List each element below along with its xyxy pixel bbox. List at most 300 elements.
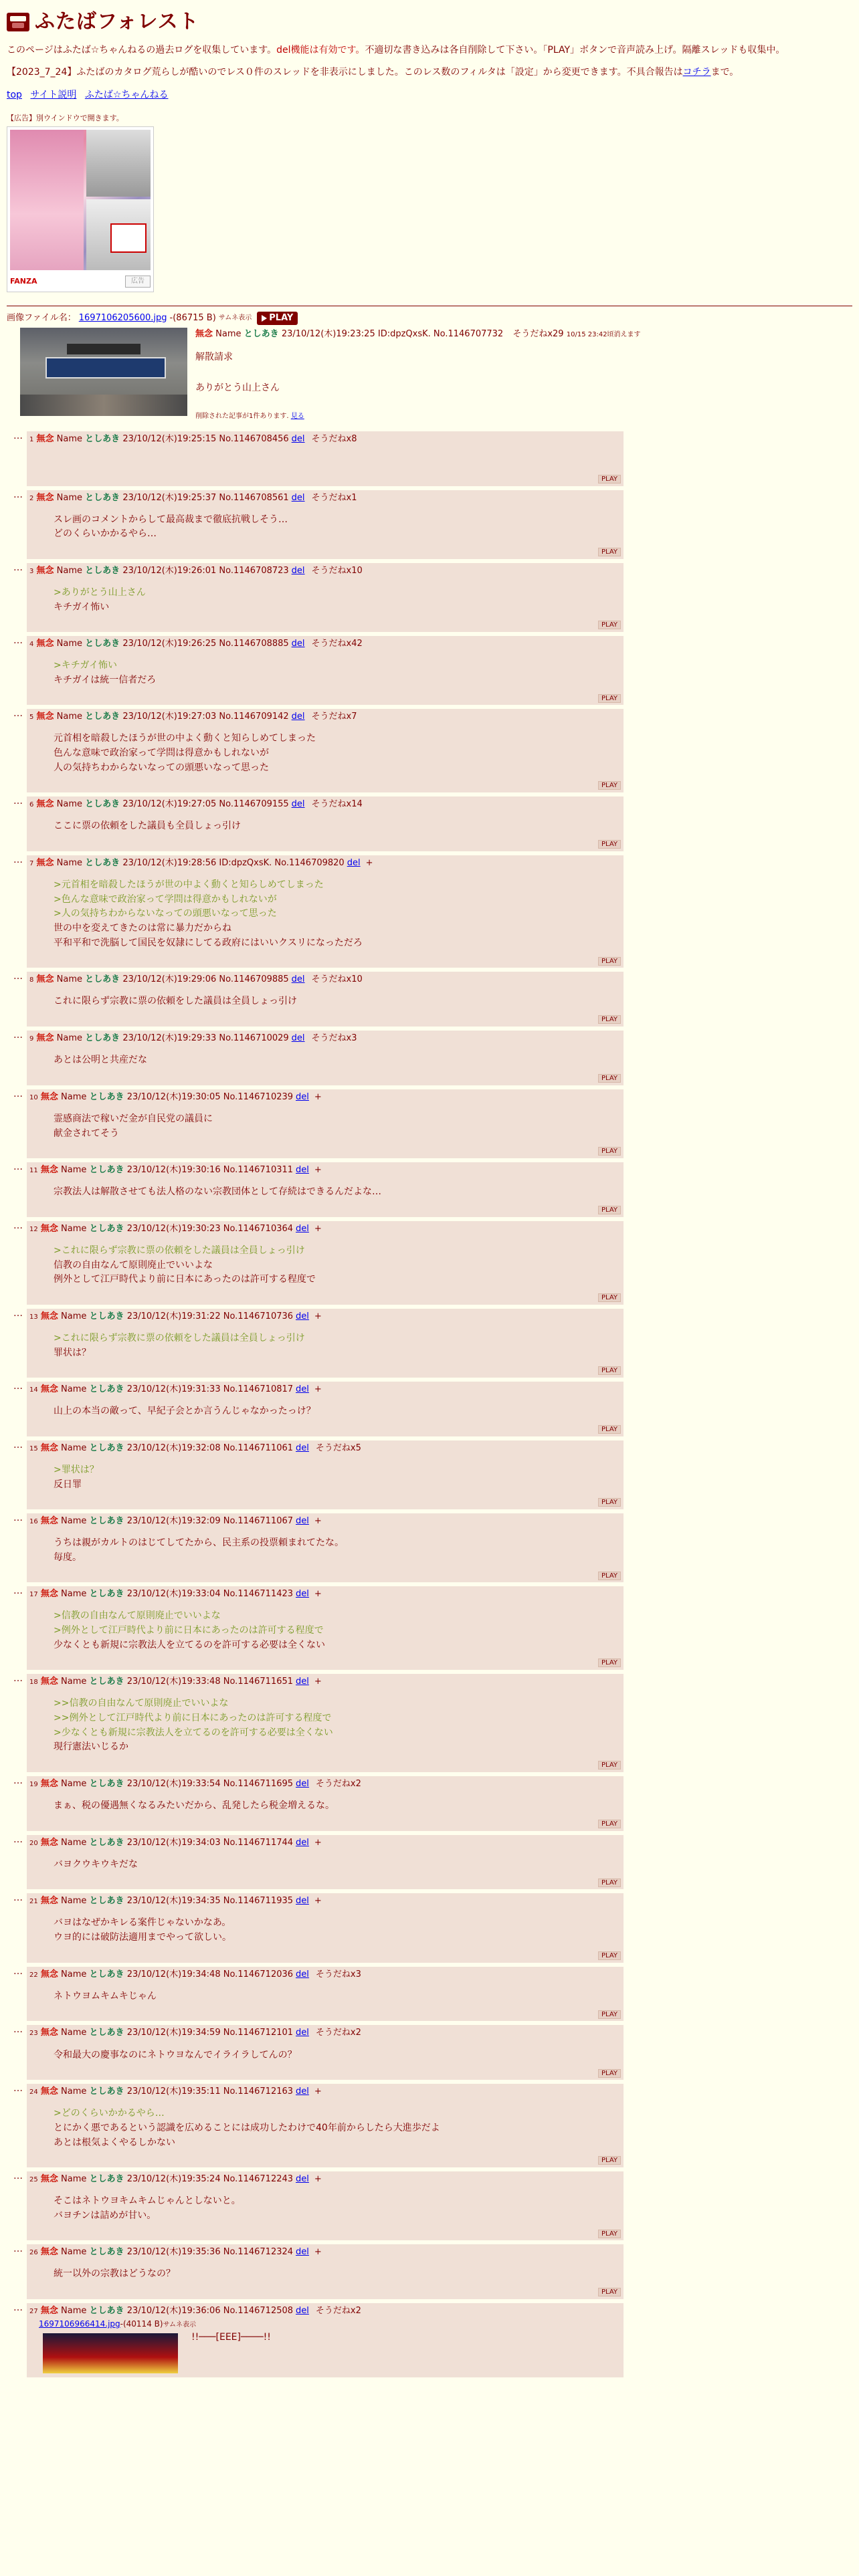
quote-line: >色んな意味で政治家って学問は得意かもしれないが: [54, 893, 277, 905]
reply-meta: 23/10/12(木)19:25:15 No.1146708456: [122, 433, 289, 444]
play-button[interactable]: PLAY: [598, 2010, 621, 2019]
reply-body: [29, 651, 621, 690]
reply-post: [27, 709, 624, 792]
text-line: !!───[EEE]────!!: [191, 2331, 271, 2343]
reply-menu-icon[interactable]: …: [13, 1380, 23, 1392]
reply-body: [29, 2099, 621, 2153]
poster-name: としあき: [85, 974, 120, 985]
reply-number: 19: [29, 1780, 38, 1788]
reply-file-line: [29, 2318, 621, 2331]
play-button[interactable]: PLAY: [598, 1658, 621, 1667]
text-line: とにかく悪であるという認識を広めることには成功したわけで40年前からしたら大進歩だよ: [54, 2123, 440, 2134]
play-row: [29, 2284, 621, 2299]
play-button[interactable]: PLAY: [598, 1951, 621, 1960]
sodane-button[interactable]: そうだねx2: [315, 2306, 361, 2317]
del-button[interactable]: del: [296, 2306, 309, 2317]
op-line: ありがとう山上さん: [195, 382, 280, 393]
text-line: バヨはなぜかキレる案件じゃないかなあ。: [54, 1917, 231, 1929]
poster-name: としあき: [85, 639, 120, 649]
sodane-button[interactable]: そうだねx2: [315, 2028, 361, 2038]
reply-body: [29, 986, 621, 1012]
sodane-plus-button[interactable]: +: [314, 1384, 322, 1394]
reply-body: [29, 1689, 621, 1757]
del-button[interactable]: del: [296, 1969, 309, 1979]
play-button[interactable]: PLAY: [598, 694, 621, 703]
reply-menu-icon[interactable]: …: [13, 430, 23, 441]
name-label: Name: [61, 2174, 87, 2185]
subject: 無念: [40, 1384, 58, 1394]
nav-futaba-link[interactable]: ふたば☆ちゃんねる: [84, 89, 169, 100]
del-button[interactable]: del: [296, 1165, 309, 1176]
play-button[interactable]: PLAY: [598, 1572, 621, 1580]
reply-header: [29, 1586, 621, 1601]
op-line: 解散請求: [195, 351, 233, 362]
sodane-button[interactable]: そうだねx1: [311, 492, 357, 503]
op-post: [7, 328, 852, 422]
del-button[interactable]: del: [296, 1223, 309, 1234]
reply-number: 25: [29, 2176, 38, 2184]
text-line: 少なくとも新規に宗教法人を立てるのを許可する必要は全くない: [54, 1639, 325, 1650]
text-line: 霊感商法で稼いだ金が自民党の議員に: [54, 1113, 213, 1124]
play-row: [29, 1144, 621, 1158]
text-line: うちは親がカルトのはじてしてたから、民主系の投票頼まれてたな。: [54, 1537, 344, 1549]
play-button[interactable]: PLAY: [598, 1425, 621, 1434]
play-row: [29, 1071, 621, 1085]
reply-row: [13, 2244, 852, 2299]
reply-number: 10: [29, 1093, 38, 1101]
play-button[interactable]: PLAY: [598, 2156, 621, 2165]
ad-button[interactable]: 広告: [125, 276, 151, 288]
poster-name: としあき: [85, 712, 120, 722]
del-button[interactable]: del: [296, 2028, 309, 2038]
text-line: [54, 454, 621, 469]
op-message: [195, 350, 641, 395]
sodane-button[interactable]: そうだねx10: [311, 974, 363, 985]
reply-meta: 23/10/12(木)19:28:56 ID:dpzQxsK. No.1146709820: [122, 857, 345, 868]
poster-name: としあき: [89, 1442, 124, 1453]
reply-row: [13, 636, 852, 705]
reply-post: [27, 796, 624, 851]
reply-row: [13, 2171, 852, 2240]
play-row: [29, 2066, 621, 2080]
play-button[interactable]: PLAY: [598, 2288, 621, 2296]
text-line: ネトウヨムキムキじゃん: [54, 1990, 157, 2002]
reply-post: [27, 1893, 624, 1962]
play-button[interactable]: PLAY: [598, 621, 621, 629]
reply-body: [29, 1045, 621, 1071]
del-button[interactable]: del: [291, 433, 305, 444]
name-label: Name: [61, 2028, 87, 2038]
text-line: これに限らず宗教に票の依頼をした議員は全員しょっ引け: [54, 996, 297, 1007]
reply-body: [29, 2040, 621, 2066]
reply-meta: 23/10/12(木)19:30:23 No.1146710364: [126, 1223, 294, 1234]
reply-menu-icon[interactable]: …: [13, 1893, 23, 1904]
text-line: 信教の自由なんて原則廃止でいいよな: [54, 1259, 213, 1271]
name-label: Name: [61, 2247, 87, 2258]
reply-header: [29, 1513, 621, 1528]
sodane-button[interactable]: そうだねx2: [315, 1778, 361, 1789]
reply-menu-icon[interactable]: …: [13, 796, 23, 807]
reply-menu-icon[interactable]: …: [13, 2302, 23, 2314]
subject: 無念: [36, 799, 54, 810]
reply-menu-icon[interactable]: …: [13, 1088, 23, 1099]
reply-body: [29, 578, 621, 617]
play-button[interactable]: PLAY: [598, 1761, 621, 1769]
del-button[interactable]: del: [296, 1677, 309, 1687]
reply-image[interactable]: [43, 2333, 178, 2373]
play-button[interactable]: PLAY: [598, 957, 621, 966]
op-file-link[interactable]: 1697106205600.jpg: [78, 312, 167, 323]
poster-name: としあき: [85, 857, 120, 868]
name-label: Name: [56, 857, 83, 868]
reply-header: [29, 1967, 621, 1981]
poster-name: としあき: [89, 2174, 124, 2185]
reply-menu-icon[interactable]: …: [13, 1586, 23, 1597]
reply-meta: 23/10/12(木)19:35:36 No.1146712324: [126, 2247, 294, 2258]
text-line: 山上の本当の敵って、早紀子会とか言うんじゃなかったっけ？: [54, 1406, 316, 1417]
reply-header: [29, 2303, 621, 2318]
reply-body: [29, 1791, 621, 1816]
poster-name: としあき: [89, 1311, 124, 1321]
del-button[interactable]: del: [291, 1033, 305, 1044]
name-label: Name: [61, 1223, 87, 1234]
del-button[interactable]: del: [291, 492, 305, 503]
file-label: 画像ファイル名：: [7, 312, 76, 323]
reply-menu-icon[interactable]: …: [13, 562, 23, 573]
play-button[interactable]: PLAY: [598, 840, 621, 849]
text-line: バヨチンは詰めが甘い。: [54, 2210, 157, 2221]
reply-menu-icon[interactable]: …: [13, 635, 23, 646]
reply-post: [27, 2303, 624, 2377]
sodane-plus-button[interactable]: +: [365, 857, 373, 868]
reply-number: 4: [29, 641, 34, 648]
reply-post: [27, 2171, 624, 2240]
text-line: ウヨ的には破防法適用までやって欲しい。: [54, 1932, 231, 1943]
reply-number: 5: [29, 714, 34, 722]
reply-post: [27, 2244, 624, 2299]
report-link[interactable]: コチラ: [682, 67, 711, 78]
del-button[interactable]: del: [296, 2174, 309, 2185]
sodane-plus-button[interactable]: +: [314, 1677, 322, 1687]
name-label: Name: [61, 1677, 87, 1687]
reply-menu-icon[interactable]: …: [13, 1965, 23, 1977]
reply-header: [29, 2084, 621, 2099]
poster-name: としあき: [85, 799, 120, 810]
play-row: [29, 2153, 621, 2167]
quote-line: >信教の自由なんて原則廃止でいいよな: [54, 1610, 221, 1622]
name-label: Name: [61, 1837, 87, 1848]
subject: 無念: [40, 1837, 58, 1848]
del-button[interactable]: del: [291, 565, 305, 576]
quote-line: >罪状は？: [54, 1464, 99, 1475]
reply-menu-icon[interactable]: …: [13, 2083, 23, 2095]
play-button[interactable]: PLAY: [598, 1015, 621, 1024]
reply-number: 23: [29, 2030, 38, 2038]
op-image[interactable]: [20, 328, 187, 416]
text-line: 献金されてそう: [54, 1128, 119, 1139]
reply-meta: 23/10/12(木)19:36:06 No.1146712508: [126, 2306, 294, 2317]
reply-body: [29, 1396, 621, 1422]
reply-body: [29, 870, 621, 953]
del-button[interactable]: del: [291, 799, 305, 810]
sodane-plus-button[interactable]: +: [314, 1896, 322, 1907]
reply-row: [13, 1221, 852, 1305]
subject: 無念: [36, 974, 54, 985]
reply-menu-icon[interactable]: …: [13, 1673, 23, 1685]
play-row: [29, 2007, 621, 2022]
sodane-button[interactable]: そうだねx7: [311, 712, 357, 722]
name-label: Name: [61, 1091, 87, 1102]
reply-post: [27, 1382, 624, 1436]
subject: 無念: [36, 857, 54, 868]
text-line: 色んな意味で政治家って学問は得意かもしれないが: [54, 748, 269, 759]
reply-post: [27, 1513, 624, 1582]
play-row: [29, 1495, 621, 1509]
sodane-plus-button[interactable]: +: [314, 2086, 322, 2097]
reply-post: [27, 1776, 624, 1831]
poster-name: としあき: [89, 1969, 124, 1979]
play-row: [29, 1655, 621, 1670]
reply-number: 17: [29, 1591, 38, 1599]
reply-menu-icon[interactable]: …: [13, 2244, 23, 2255]
name-label: Name: [61, 1165, 87, 1176]
del-button[interactable]: del: [296, 1837, 309, 1848]
reply-meta: 23/10/12(木)19:33:54 No.1146711695: [126, 1778, 294, 1789]
play-button[interactable]: PLAY: [598, 1074, 621, 1083]
play-row: [29, 691, 621, 706]
intro-text-2: 不適切な書き込みは各自削除して下さい。「PLAY」ボタンで音声読み上げ。隔離スレッドも収集中。: [365, 44, 785, 56]
sodane-plus-button[interactable]: +: [314, 2174, 322, 2185]
reply-header: [29, 431, 621, 446]
thumb-note: サムネ表示: [218, 314, 252, 322]
del-button[interactable]: del: [296, 1778, 309, 1789]
reply-row: [13, 1440, 852, 1509]
play-button[interactable]: PLAY: [598, 1366, 621, 1375]
play-button[interactable]: PLAY: [598, 1498, 621, 1507]
name-label: Name: [61, 1442, 87, 1453]
reply-meta: 23/10/12(木)19:29:33 No.1146710029: [122, 1033, 289, 1044]
reply-number: 18: [29, 1679, 38, 1687]
quote-line: >どのくらいかかるやら…: [54, 2108, 165, 2119]
reply-number: 16: [29, 1518, 38, 1525]
del-button[interactable]: del: [296, 1384, 309, 1394]
reply-menu-icon[interactable]: …: [13, 1834, 23, 1845]
reply-body: [29, 1850, 621, 1875]
op-header: [195, 328, 641, 341]
reply-number: 3: [29, 567, 34, 575]
text-line: 人の気持ちわからないなっての頭悪いなって思った: [54, 762, 269, 773]
poster-name: としあき: [89, 1778, 124, 1789]
del-button[interactable]: del: [296, 1442, 309, 1453]
sodane-button[interactable]: そうだねx14: [311, 799, 363, 810]
del-button[interactable]: del: [296, 1516, 309, 1526]
reply-header: [29, 490, 621, 505]
reply-number: 6: [29, 801, 34, 809]
reply-menu-icon[interactable]: …: [13, 1307, 23, 1319]
reply-menu-icon[interactable]: …: [13, 708, 23, 720]
play-row: [29, 1290, 621, 1305]
play-row: [29, 778, 621, 792]
del-button[interactable]: del: [296, 1896, 309, 1907]
sodane-plus-button[interactable]: +: [314, 1091, 322, 1102]
reply-menu-icon[interactable]: …: [13, 971, 23, 982]
intro-paragraph-2: [7, 66, 852, 80]
reply-body: [29, 724, 621, 778]
sodane-button[interactable]: そうだねx3: [311, 1033, 357, 1044]
del-button[interactable]: del: [291, 639, 305, 649]
del-button[interactable]: del: [296, 2247, 309, 2258]
text-line: 平和平和で洗脳して国民を奴隷にしてる政府にはいいクスリになっただろ: [54, 937, 363, 948]
play-button[interactable]: PLAY: [598, 781, 621, 790]
name-label: Name: [61, 1969, 87, 1979]
reply-meta: 23/10/12(木)19:31:22 No.1146710736: [126, 1311, 294, 1321]
reply-menu-icon[interactable]: …: [13, 1162, 23, 1173]
reply-menu-icon[interactable]: …: [13, 2024, 23, 2036]
sodane-button[interactable]: そうだねx3: [315, 1969, 361, 1979]
reply-menu-icon[interactable]: …: [13, 1775, 23, 1786]
poster-name: としあき: [89, 1223, 124, 1234]
reply-number: 21: [29, 1898, 38, 1906]
subject: 無念: [40, 1896, 58, 1907]
ad-banner[interactable]: [7, 126, 154, 292]
poster-name: としあき: [89, 1677, 124, 1687]
reply-menu-icon[interactable]: …: [13, 1439, 23, 1451]
sodane-plus-button[interactable]: +: [314, 1589, 322, 1600]
play-button[interactable]: PLAY: [598, 548, 621, 556]
play-button[interactable]: PLAY: [598, 2069, 621, 2078]
poster-name: としあき: [89, 2086, 124, 2097]
play-button[interactable]: PLAY: [598, 1206, 621, 1214]
reply-post: [27, 563, 624, 632]
sodane-plus-button[interactable]: +: [314, 1165, 322, 1176]
reply-body: [29, 1323, 621, 1363]
reply-menu-icon[interactable]: …: [13, 854, 23, 865]
reply-menu-icon[interactable]: …: [13, 2171, 23, 2182]
reply-number: 9: [29, 1035, 34, 1043]
sodane-button[interactable]: そうだねx8: [311, 433, 357, 444]
sodane-button[interactable]: そうだねx10: [311, 565, 363, 576]
sodane-plus-button[interactable]: +: [314, 1837, 322, 1848]
nav-top-link[interactable]: top: [7, 89, 22, 100]
reply-menu-icon[interactable]: …: [13, 1513, 23, 1523]
intro-text: このページはふたば☆ちゃんねるの過去ログを収集しています。: [7, 44, 277, 56]
reply-row: [13, 2025, 852, 2080]
play-row: [29, 2226, 621, 2241]
reply-row: [13, 431, 852, 486]
name-label: Name: [56, 639, 83, 649]
show-deleted-link[interactable]: 見る: [290, 413, 304, 421]
del-button[interactable]: del: [296, 2086, 309, 2097]
quote-line: >>例外として江戸時代より前に日本にあったのは許可する程度で: [54, 1712, 332, 1723]
reply-menu-icon[interactable]: …: [13, 489, 23, 500]
sodane-button[interactable]: そうだねx5: [315, 1442, 361, 1453]
play-button[interactable]: PLAY: [598, 2230, 621, 2238]
sodane-button[interactable]: そうだねx42: [311, 639, 363, 649]
ad-image[interactable]: [10, 130, 151, 270]
reply-meta: 23/10/12(木)19:33:04 No.1146711423: [126, 1589, 294, 1600]
file-size: -(40114 B): [120, 2319, 163, 2329]
del-button[interactable]: del: [296, 1311, 309, 1321]
deleted-note: [195, 411, 641, 422]
reply-body: [29, 2186, 621, 2226]
reply-post: [27, 431, 624, 486]
reply-file-link[interactable]: 1697106966414.jpg: [39, 2319, 120, 2329]
reply-body: [29, 1455, 621, 1495]
sodane-plus-button[interactable]: +: [314, 2247, 322, 2258]
play-button[interactable]: PLAY: [598, 1293, 621, 1302]
reply-row: [13, 1893, 852, 1962]
nav-guide-link[interactable]: サイト説明: [30, 89, 77, 100]
reply-number: 13: [29, 1313, 38, 1321]
reply-menu-icon[interactable]: …: [13, 1030, 23, 1041]
reply-body: [29, 1177, 621, 1202]
play-button[interactable]: PLAY: [598, 1820, 621, 1828]
play-button[interactable]: PLAY: [598, 1879, 621, 1887]
del-button[interactable]: del: [291, 974, 305, 985]
reply-meta: 23/10/12(木)19:33:48 No.1146711651: [126, 1677, 294, 1687]
reply-body: [29, 446, 621, 471]
reply-number: 7: [29, 859, 34, 867]
subject: 無念: [40, 1165, 58, 1176]
reply-header: [29, 1031, 621, 1045]
reply-meta: 23/10/12(木)19:35:24 No.1146712243: [126, 2174, 294, 2185]
reply-header: [29, 2025, 621, 2040]
del-button[interactable]: del: [296, 1589, 309, 1600]
sodane-button[interactable]: そうだねx29: [512, 328, 564, 339]
sodane-plus-button[interactable]: +: [314, 1516, 322, 1526]
name-label: Name: [56, 799, 83, 810]
sodane-plus-button[interactable]: +: [314, 1311, 322, 1321]
play-button[interactable]: [257, 312, 298, 325]
text-line: そこはネトウヨキムキムじゃんとしないと。: [54, 2195, 241, 2207]
name-label: Name: [56, 492, 83, 503]
poster-name: としあき: [89, 2247, 124, 2258]
reply-row: [13, 709, 852, 792]
reply-number: 8: [29, 976, 34, 984]
reply-meta: 23/10/12(木)19:29:06 No.1146709885: [122, 974, 289, 985]
text-line: 令和最大の慶事なのにネトウヨなんでイライラしてんの？: [54, 2049, 297, 2060]
play-label: PLAY: [269, 312, 294, 323]
reply-post: [27, 1835, 624, 1890]
del-button[interactable]: del: [296, 1091, 309, 1102]
name-label: Name: [56, 1033, 83, 1044]
reply-body: [29, 1236, 621, 1290]
play-button[interactable]: PLAY: [598, 475, 621, 484]
del-button[interactable]: del: [291, 712, 305, 722]
reply-number: 14: [29, 1386, 38, 1394]
reply-menu-icon[interactable]: …: [13, 1220, 23, 1231]
name-label: Name: [61, 1589, 87, 1600]
deleted-note-text: 削除された記事が1件あります.: [195, 413, 289, 421]
reply-body: [29, 2259, 621, 2284]
subject: 無念: [40, 1223, 58, 1234]
reply-number: 1: [29, 435, 34, 443]
subject: 無念: [36, 492, 54, 503]
reply-body: [29, 505, 621, 544]
play-button[interactable]: PLAY: [598, 1147, 621, 1156]
name-label: Name: [56, 433, 83, 444]
reply-meta: 23/10/12(木)19:34:48 No.1146712036: [126, 1969, 294, 1979]
text-line: どのくらいかかるやら…: [54, 528, 157, 540]
del-button[interactable]: del: [347, 857, 361, 868]
intro-notice-end: まで。: [710, 67, 739, 78]
play-row: [29, 1202, 621, 1217]
reply-meta: 23/10/12(木)19:34:35 No.1146711935: [126, 1896, 294, 1907]
sodane-plus-button[interactable]: +: [314, 1223, 322, 1234]
text-line: 反日罪: [54, 1479, 82, 1490]
reply-body: [29, 1104, 621, 1144]
reply-header: [29, 2244, 621, 2259]
